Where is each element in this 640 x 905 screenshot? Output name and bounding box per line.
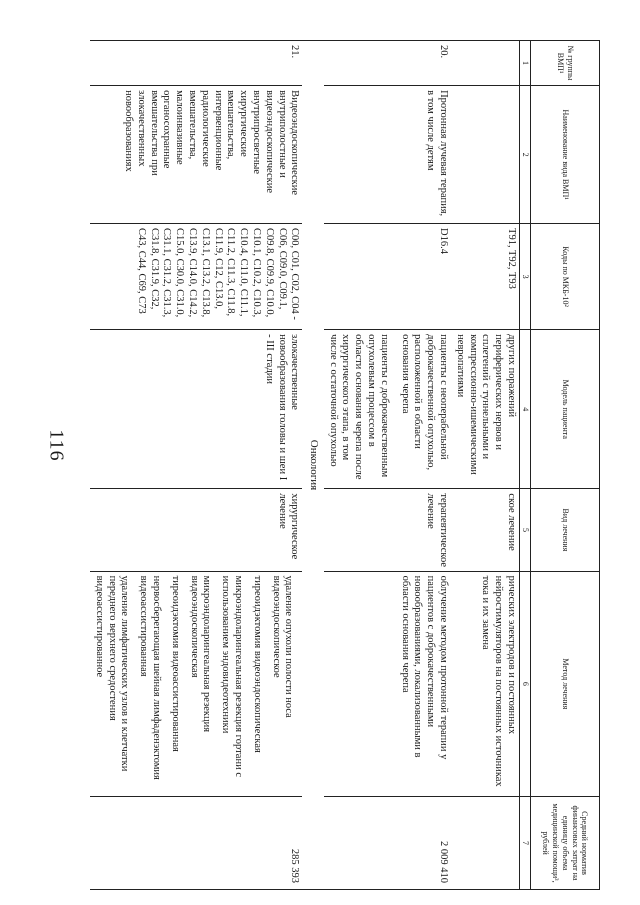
rotated-document-page [40, 40, 600, 890]
treatment-method-item: тиреоидэктомия видеоассистированная [169, 575, 181, 752]
header-icd-codes: Коды по МКБ-10² [531, 224, 600, 330]
group-number: 21. [90, 41, 302, 86]
treatment-method-item: нервосберегающая шейная лимфаденэктомия видеоассистированная [138, 575, 163, 780]
column-number: 5 [520, 489, 531, 571]
icd-codes: D16.4 [324, 224, 451, 330]
treatment-method-item: удаление лимфатических узлов и клетчатки переднего верхнего средостения видеоассистированное [93, 575, 131, 772]
table-row-20 [324, 41, 451, 890]
group-number: 20. [324, 41, 451, 86]
section-title: Онкология [302, 41, 323, 890]
vmp-name: Видеоэндоскопические внутриполостные и видеоэндоскопические внутрипросветные хирургические вмешательства, интервенционные радиологические вмешательства, малоинвазивные органосохранные вмешательства при злокачественных новообразованиях [90, 86, 302, 224]
vmp-name: Протонная лучевая терапия, в том числе детям [324, 86, 451, 224]
treatment-method-item: микроэндоларингеальная резекция гортани с использованием эндовидеотехники [220, 575, 245, 777]
table-row-continued [451, 41, 519, 890]
cost-norm: 285 393 [90, 797, 302, 890]
treatment-method: облучение методом протонной терапии у пациентов с доброкачественными новообразованиями, локализованными в области основания черепа [324, 571, 451, 797]
treatment-method-item: микроэндоларингеальная резекция видеоэндоскопическая [188, 575, 213, 733]
header-patient-model: Модель пациента [531, 330, 600, 489]
cost-norm: 2 009 410 [324, 797, 451, 890]
treatment-method-list [90, 571, 302, 797]
treatment-type: хирургическое лечение [90, 489, 302, 571]
header-cost-norm: Средний норматив финансовых затрат на единицу объема медицинской помощи³, рублей [531, 797, 600, 890]
treatment-method-item: удаление опухоли полости носа видеоэндоскопическое [270, 575, 295, 718]
patient-model: других поражений периферических нервов и сплетений с туннельными и компрессионно-ишемическими невропатиями [451, 330, 519, 489]
treatment-type: терапевтическое лечение [324, 489, 451, 571]
treatment-type: ское лечение [451, 489, 519, 571]
column-number: 2 [520, 86, 531, 224]
section-row [302, 41, 323, 890]
patient-model: злокачественные новообразования головы и шеи I - III стадии [90, 330, 302, 489]
patient-model-2: пациенты с доброкачественным опухолевым процессом в области основания черепа после хирургического этапа, в том числе с остаточной опухолью [327, 334, 390, 480]
header-vmp-name: Наименование вида ВМП¹ [531, 86, 600, 224]
header-group-number: № группы ВМП¹ [531, 41, 600, 86]
table-row-21 [90, 41, 302, 890]
treatment-method: рических электродов и постоянных нейростимуляторов на постоянных источниках тока и их замена [451, 571, 519, 797]
patient-model-1: пациенты с неоперабельной доброкачественной опухолью, расположенной в области основания черепа [399, 334, 450, 471]
patient-model [324, 330, 451, 489]
header-treatment-method: Метод лечения [531, 571, 600, 797]
page-number: 116 [45, 429, 68, 462]
vmp-table [90, 40, 600, 890]
column-number: 1 [520, 41, 531, 86]
treatment-method-item: тиреоидэктомия видеоэндоскопическая [251, 575, 263, 753]
icd-codes: C00, C01, C02, C04 - C06, C09.0, C09.1, C09.8, C09.9, C10.0, C10.1, C10.2, C10.3, C10.4, C11.0, C11.1, C11.2, C11.3, C11.8, C11.9, C12, C13.0, C13.1, C13.2, C13.8, C13.9, C14.0, C14.2, C15.0, C30.0, C31.0, C31.1, C31.2, C31.3, C31.8, C31.9, C32, C43, C44, C69, C73 [90, 224, 302, 330]
column-number: 7 [520, 797, 531, 890]
column-number: 6 [520, 571, 531, 797]
column-number: 3 [520, 224, 531, 330]
header-treatment-type: Вид лечения [531, 489, 600, 571]
icd-codes: T91, T92, T93 [451, 224, 519, 330]
column-number: 4 [520, 330, 531, 489]
